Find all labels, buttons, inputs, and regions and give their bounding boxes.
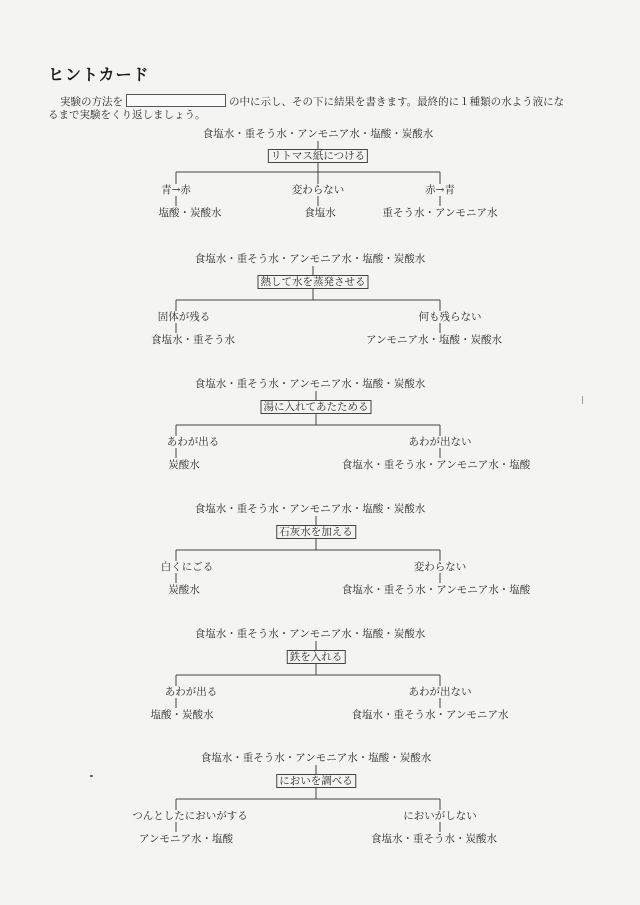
instructions: [48, 94, 628, 122]
root-solutions: 食塩水・重そう水・アンモニア水・塩酸・炭酸水: [200, 752, 432, 764]
tree-warm: [0, 378, 640, 478]
tree-smell-lines: [0, 752, 640, 852]
result-label: 何も残らない: [418, 311, 482, 323]
tree-iron-lines: [0, 628, 640, 728]
result-label: つんとしたにおいがする: [132, 810, 248, 822]
result-label: 白くにごる: [160, 561, 214, 573]
result-label: においがしない: [403, 810, 477, 822]
instructions-text-before: 実験の方法を: [60, 96, 123, 108]
result-label: 赤→青: [425, 184, 455, 196]
method-box: においを調べる: [276, 774, 356, 788]
result-label: あわが出る: [166, 436, 220, 448]
tree-litmus: [0, 128, 640, 228]
solution-group: 食塩水・重そう水: [151, 334, 235, 346]
solution-group: 炭酸水: [168, 584, 200, 596]
instructions-line-2: るまで実験をくり返しましょう。: [48, 109, 206, 121]
instructions-line-1: [48, 94, 628, 109]
method-box: リトマス紙につける: [268, 149, 368, 163]
root-solutions: 食塩水・重そう水・アンモニア水・塩酸・炭酸水: [194, 378, 426, 390]
solution-group: 食塩水・重そう水・炭酸水: [371, 833, 497, 845]
root-solutions: 食塩水・重そう水・アンモニア水・塩酸・炭酸水: [194, 503, 426, 515]
root-solutions: 食塩水・重そう水・アンモニア水・塩酸・炭酸水: [194, 628, 426, 640]
result-label: あわが出ない: [408, 436, 472, 448]
method-blank-box: [126, 94, 226, 107]
result-label: 変わらない: [291, 184, 345, 196]
root-solutions: 食塩水・重そう水・アンモニア水・塩酸・炭酸水: [202, 128, 434, 140]
tree-smell: [0, 752, 640, 852]
solution-group: 重そう水・アンモニア水: [382, 207, 498, 219]
method-box: 湯に入れてあたためる: [261, 400, 372, 414]
solution-group: 食塩水: [304, 207, 336, 219]
tree-limewater-lines: [0, 503, 640, 603]
tree-warm-lines: [0, 378, 640, 478]
solution-group: 食塩水・重そう水・アンモニア水・塩酸: [341, 584, 531, 596]
tree-iron: [0, 628, 640, 728]
method-box: 石灰水を加える: [276, 525, 356, 539]
method-box: 熱して水を蒸発させる: [258, 275, 369, 289]
result-label: 変わらない: [413, 561, 467, 573]
solution-group: 食塩水・重そう水・アンモニア水: [351, 709, 509, 721]
instructions-text-after: の中に示し、その下に結果を書きます。最終的に１種類の水よう液にな: [229, 96, 565, 108]
result-label: あわが出る: [164, 686, 218, 698]
solution-group: 炭酸水: [168, 459, 200, 471]
solution-group: 塩酸・炭酸水: [158, 207, 222, 219]
page-title: ヒントカード: [48, 65, 150, 84]
scan-speck: [90, 775, 93, 777]
result-label: あわが出ない: [408, 686, 472, 698]
root-solutions: 食塩水・重そう水・アンモニア水・塩酸・炭酸水: [194, 253, 426, 265]
tree-evaporate: [0, 253, 640, 353]
result-label: 固体が残る: [157, 311, 211, 323]
solution-group: アンモニア水・塩酸: [138, 833, 234, 845]
method-box: 鉄を入れる: [287, 650, 346, 664]
solution-group: 食塩水・重そう水・アンモニア水・塩酸: [341, 459, 531, 471]
tree-limewater: [0, 503, 640, 603]
solution-group: 塩酸・炭酸水: [150, 709, 214, 721]
scan-speck: [582, 396, 583, 404]
result-label: 青→赤: [161, 184, 191, 196]
tree-evaporate-lines: [0, 253, 640, 353]
solution-group: アンモニア水・塩酸・炭酸水: [365, 334, 503, 346]
